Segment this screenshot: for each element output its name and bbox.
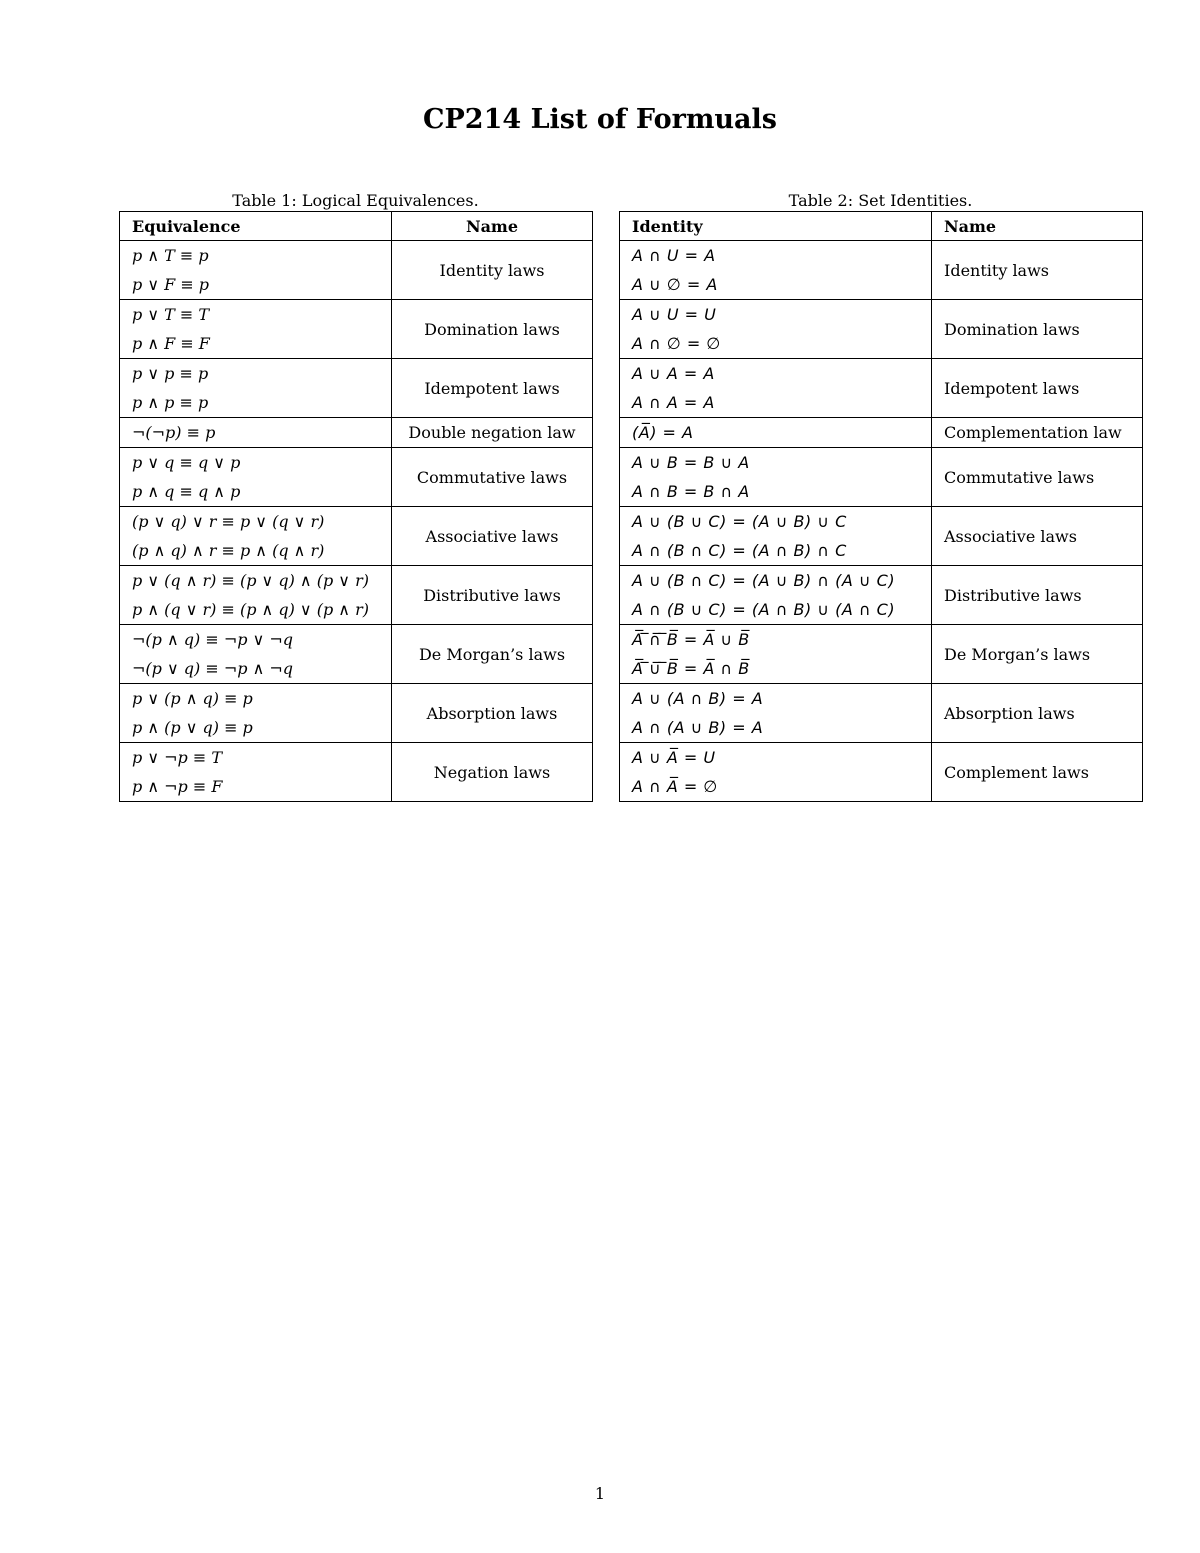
table-row <box>620 625 1143 684</box>
formula-line: ¬(¬p) ≡ p <box>132 423 216 442</box>
formula-line: A ∪ (B ∪ C) = (A ∪ B) ∪ C <box>632 512 847 531</box>
law-name: Absorption laws <box>932 684 1143 743</box>
law-name: Identity laws <box>932 241 1143 300</box>
formula-line: A ∩ U = A <box>632 246 716 265</box>
formula-cell <box>120 448 392 507</box>
formula-line: p ∧ p ≡ p <box>132 393 209 412</box>
formula-line: A ∪ A = A <box>632 364 715 383</box>
law-name: Distributive laws <box>392 566 593 625</box>
table-row <box>120 743 593 802</box>
table1-header-equivalence: Equivalence <box>120 212 392 241</box>
formula-line: A ∪ ∅ = A <box>632 275 718 294</box>
law-name: Associative laws <box>392 507 593 566</box>
table-row <box>620 418 1143 448</box>
table-row <box>120 625 593 684</box>
formula-cell <box>120 625 392 684</box>
formula-line: A ∪ (B ∩ C) = (A ∪ B) ∩ (A ∪ C) <box>632 571 896 590</box>
table-row <box>620 300 1143 359</box>
law-name: Absorption laws <box>392 684 593 743</box>
table-row <box>620 743 1143 802</box>
formula-line: A ∩ (B ∪ C) = (A ∩ B) ∪ (A ∩ C) <box>632 600 896 619</box>
table1-caption: Table 1: Logical Equivalences. <box>232 191 479 210</box>
table2-header-identity: Identity <box>620 212 932 241</box>
table-row <box>620 507 1143 566</box>
law-name: Idempotent laws <box>392 359 593 418</box>
table-row <box>620 359 1143 418</box>
set-identities-table <box>619 211 1143 802</box>
formula-line: p ∨ p ≡ p <box>132 364 209 383</box>
formula-line: p ∧ F ≡ F <box>132 334 210 353</box>
formula-line: p ∨ F ≡ p <box>132 275 210 294</box>
formula-cell <box>620 418 932 448</box>
formula-cell <box>620 507 932 566</box>
table-row <box>120 359 593 418</box>
formula-line: p ∧ (q ∨ r) ≡ (p ∧ q) ∨ (p ∧ r) <box>132 600 369 619</box>
table-row <box>120 566 593 625</box>
table-row <box>120 241 593 300</box>
formula-cell <box>120 684 392 743</box>
formula-line: A ∩ (B ∩ C) = (A ∩ B) ∩ C <box>632 541 847 560</box>
table-row <box>620 241 1143 300</box>
table-row <box>120 300 593 359</box>
formula-line: A ∪ B = B ∪ A <box>632 453 750 472</box>
law-name: Negation laws <box>392 743 593 802</box>
formula-line: p ∨ (q ∧ r) ≡ (p ∨ q) ∧ (p ∨ r) <box>132 571 369 590</box>
formula-cell <box>620 743 932 802</box>
table-row <box>120 684 593 743</box>
formula-cell <box>120 241 392 300</box>
law-name: Double negation law <box>392 418 593 448</box>
formula-cell <box>120 507 392 566</box>
law-name: De Morgan’s laws <box>932 625 1143 684</box>
law-name: Complementation law <box>932 418 1143 448</box>
law-name: Commutative laws <box>932 448 1143 507</box>
formula-line: A̅ ̅∩̅ ̅B̅ = A̅ ∪ B̅ <box>632 630 750 649</box>
formula-cell <box>120 743 392 802</box>
formula-cell <box>620 448 932 507</box>
table-row <box>120 418 593 448</box>
formula-line: ¬(p ∧ q) ≡ ¬p ∨ ¬q <box>132 630 294 649</box>
formula-line: (p ∧ q) ∧ r ≡ p ∧ (q ∧ r) <box>132 541 325 560</box>
formula-cell <box>620 566 932 625</box>
formula-line: p ∧ ¬p ≡ F <box>132 777 223 796</box>
page-number: 1 <box>594 1484 606 1503</box>
table1-header-name: Name <box>392 212 593 241</box>
law-name: De Morgan’s laws <box>392 625 593 684</box>
law-name: Idempotent laws <box>932 359 1143 418</box>
set-identities-table-wrap <box>619 190 1142 802</box>
table2-caption: Table 2: Set Identities. <box>788 191 973 210</box>
formula-cell <box>620 241 932 300</box>
formula-line: p ∨ T ≡ T <box>132 305 210 324</box>
formula-line: A ∩ B = B ∩ A <box>632 482 750 501</box>
table-row <box>120 448 593 507</box>
table2-header-name: Name <box>932 212 1143 241</box>
law-name: Domination laws <box>392 300 593 359</box>
formula-cell <box>620 359 932 418</box>
formula-cell <box>120 566 392 625</box>
formula-line: A ∪ U = U <box>632 305 717 324</box>
formula-line: A ∩ (A ∪ B) = A <box>632 718 764 737</box>
formula-cell <box>620 625 932 684</box>
formula-line: A̅ ̅∪̅ ̅B̅ = A̅ ∩ B̅ <box>632 659 750 678</box>
law-name: Associative laws <box>932 507 1143 566</box>
formula-cell <box>120 418 392 448</box>
law-name: Commutative laws <box>392 448 593 507</box>
formula-cell <box>120 300 392 359</box>
law-name: Identity laws <box>392 241 593 300</box>
table-row <box>620 448 1143 507</box>
formula-line: A ∩ A̅ = ∅ <box>632 777 718 796</box>
table-row <box>620 684 1143 743</box>
formula-line: p ∧ T ≡ p <box>132 246 209 265</box>
law-name: Distributive laws <box>932 566 1143 625</box>
formula-line: p ∨ (p ∧ q) ≡ p <box>132 689 253 708</box>
formula-line: A ∩ A = A <box>632 393 715 412</box>
formula-cell <box>620 300 932 359</box>
formula-line: A ∪ A̅ = U <box>632 748 716 767</box>
law-name: Domination laws <box>932 300 1143 359</box>
formula-line: (A̅) = A <box>632 423 694 442</box>
page-title: CP214 List of Formuals <box>423 104 777 135</box>
formula-line: A ∪ (A ∩ B) = A <box>632 689 764 708</box>
formula-line: ¬(p ∨ q) ≡ ¬p ∧ ¬q <box>132 659 294 678</box>
logical-equivalences-table <box>119 211 593 802</box>
formula-line: p ∨ q ≡ q ∨ p <box>132 453 241 472</box>
formula-line: p ∧ (p ∨ q) ≡ p <box>132 718 253 737</box>
formula-line: A ∩ ∅ = ∅ <box>632 334 721 353</box>
formula-line: p ∧ q ≡ q ∧ p <box>132 482 241 501</box>
logical-equivalences-table-wrap <box>119 190 592 802</box>
table-row <box>620 566 1143 625</box>
formula-cell <box>620 684 932 743</box>
table-row <box>120 507 593 566</box>
formula-line: (p ∨ q) ∨ r ≡ p ∨ (q ∨ r) <box>132 512 325 531</box>
formula-line: p ∨ ¬p ≡ T <box>132 748 223 767</box>
formula-cell <box>120 359 392 418</box>
law-name: Complement laws <box>932 743 1143 802</box>
